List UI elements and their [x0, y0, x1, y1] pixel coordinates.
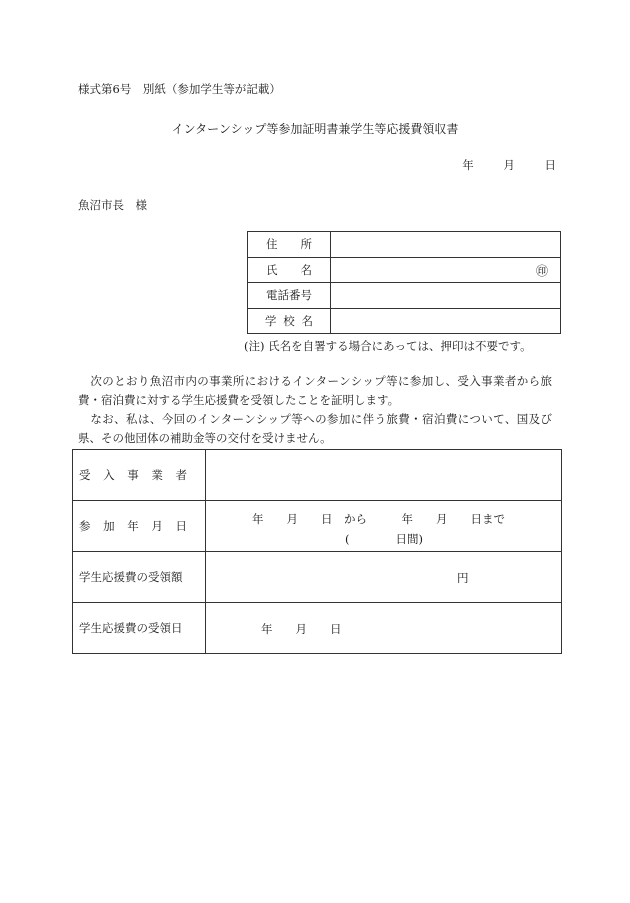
- received-date-label: 学生応援費の受領日: [73, 603, 206, 654]
- host-row: [73, 450, 562, 501]
- address-label: 住所: [248, 232, 331, 258]
- subsidy-paragraph: なお、私は、今回のインターンシップ等への参加に伴う旅費・宿泊費について、国及び県、その他団体の補助金等の交付を受けません。: [78, 412, 552, 445]
- yen-unit: 円: [457, 571, 469, 585]
- address-field[interactable]: [331, 232, 561, 258]
- amount-row: [73, 552, 562, 603]
- phone-field[interactable]: [331, 283, 561, 309]
- form-number: 様式第6号 別紙（参加学生等が記載）: [78, 82, 281, 96]
- period-days: ( 日間): [345, 532, 423, 546]
- host-label: 受入事業者: [73, 450, 206, 501]
- amount-label: 学生応援費の受領額: [73, 552, 206, 603]
- received-date-field[interactable]: [206, 603, 562, 654]
- school-field[interactable]: [331, 308, 561, 334]
- school-label: 学校名: [248, 308, 331, 334]
- certification-paragraph: 次のとおり魚沼市内の事業所におけるインターンシップ等に参加し、受入事業者から旅費・宿泊費に対する学生応援費を受領したことを証明します。: [78, 374, 552, 407]
- received-date-value: 年 月 日: [261, 622, 342, 636]
- applicant-table: [247, 231, 561, 334]
- seal-note: (注) 氏名を自署する場合にあっては、押印は不要です。: [244, 339, 532, 353]
- period-label: 参加年月日: [73, 501, 206, 552]
- school-row: [248, 308, 561, 334]
- period-row: [73, 501, 562, 552]
- name-row: [248, 257, 561, 283]
- date-line: 年 月 日: [462, 158, 556, 172]
- host-field[interactable]: [206, 450, 562, 501]
- phone-row: [248, 283, 561, 309]
- name-field[interactable]: [331, 257, 561, 283]
- received-date-row: [73, 603, 562, 654]
- address-row: [248, 232, 561, 258]
- seal-mark-icon: ㊞: [535, 263, 548, 278]
- addressee: 魚沼市長 様: [78, 198, 147, 212]
- amount-field[interactable]: [206, 552, 562, 603]
- phone-label: 電話番号: [248, 283, 331, 309]
- document-title: インターンシップ等参加証明書兼学生等応援費領収書: [171, 122, 459, 136]
- period-dates: 年 月 日 から 年 月 日まで: [252, 512, 505, 526]
- details-table: [72, 449, 562, 654]
- period-field[interactable]: [206, 501, 562, 552]
- name-label: 氏名: [248, 257, 331, 283]
